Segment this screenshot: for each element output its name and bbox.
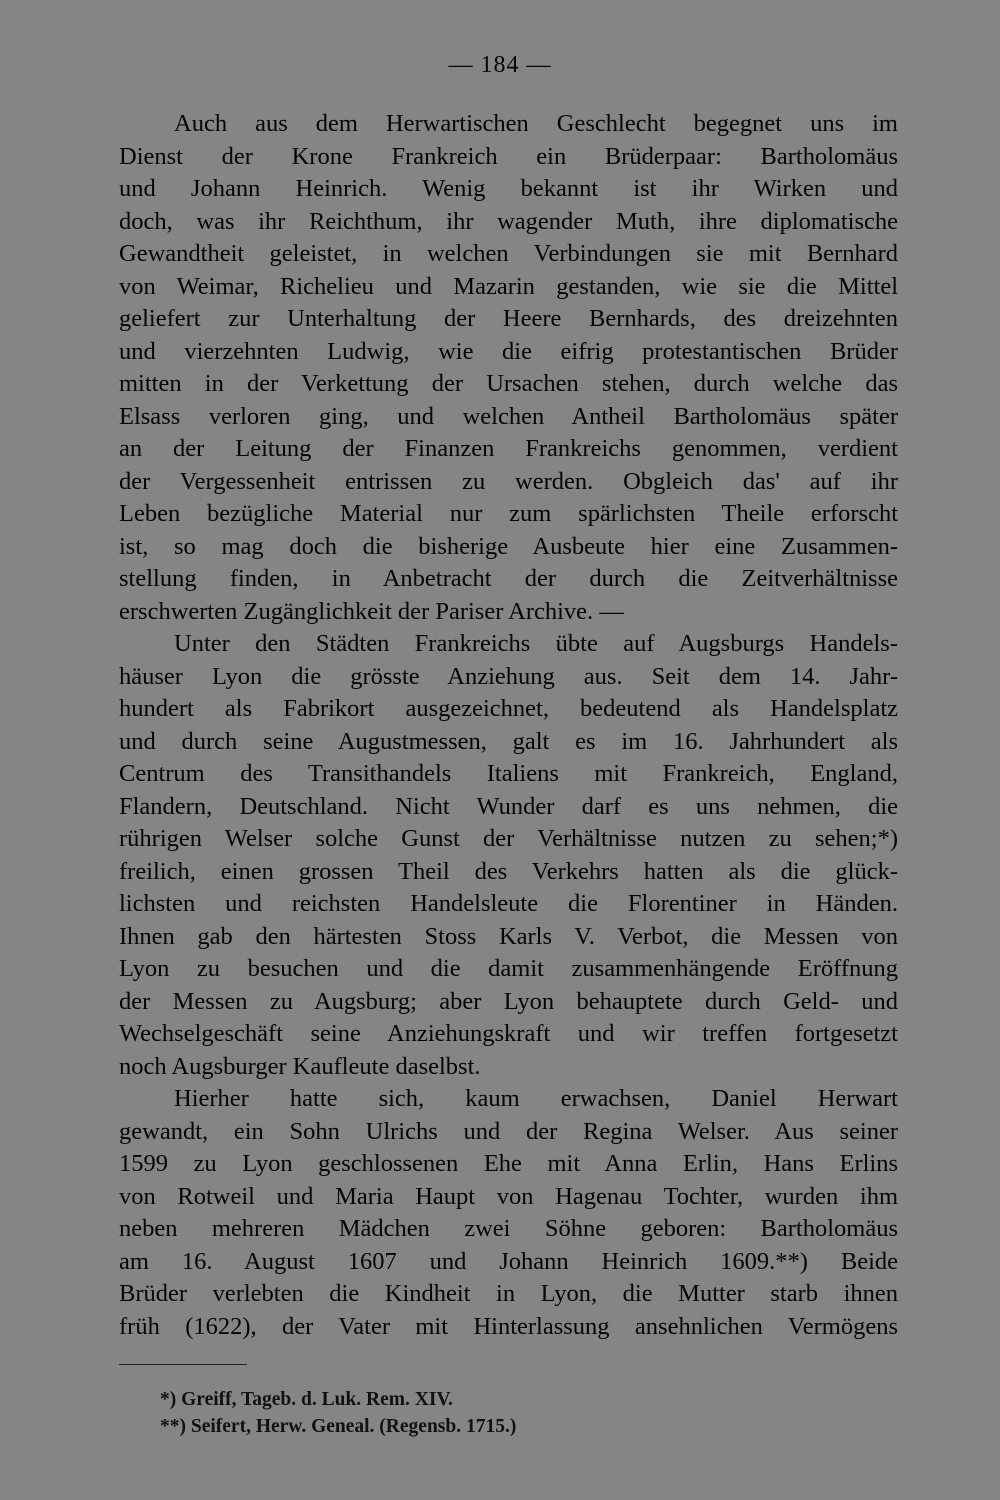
- text-line: geliefert zur Unterhaltung der Heere Bernhards, des dreizehnten: [119, 305, 898, 332]
- text-line: ist, so mag doch die bisherige Ausbeute hier eine Zusammen-: [119, 532, 898, 560]
- text-line: an der Leitung der Finanzen Frankreichs genommen, verdient: [119, 435, 898, 462]
- text-line: Auch aus dem Herwartischen Geschlecht begegnet uns im: [174, 110, 898, 137]
- text-line: und Johann Heinrich. Wenig bekannt ist ihr Wirken und: [119, 175, 898, 202]
- text-line: hundert als Fabrikort ausgezeichnet, bedeutend als Handelsplatz: [119, 695, 898, 722]
- text-line: stellung finden, in Anbetracht der durch die Zeitverhältnisse: [119, 565, 898, 592]
- text-line: und durch seine Augustmessen, galt es im 16. Jahrhundert als: [119, 727, 898, 755]
- text-line: neben mehreren Mädchen zwei Söhne geboren: Bartholomäus: [119, 1215, 898, 1242]
- text-line: von Weimar, Richelieu und Mazarin gestanden, wie sie die Mittel: [119, 272, 898, 300]
- text-line: Wechselgeschäft seine Anziehungskraft und wir treffen fortgesetzt: [119, 1020, 898, 1047]
- text-line: mitten in der Verkettung der Ursachen stehen, durch welche das: [119, 370, 898, 397]
- page-number: — 184 —: [448, 52, 552, 78]
- text-line: Brüder verlebten die Kindheit in Lyon, die Mutter starb ihnen: [119, 1280, 898, 1307]
- text-line: Elsass verloren ging, und welchen Antheil Bartholomäus später: [119, 402, 898, 430]
- text-line: der Messen zu Augsburg; aber Lyon behauptete durch Geld- und: [119, 987, 898, 1015]
- text-line: früh (1622), der Vater mit Hinterlassung ansehnlichen Vermögens: [119, 1312, 898, 1340]
- text-line: Dienst der Krone Frankreich ein Brüderpaar: Bartholomäus: [119, 142, 898, 170]
- text-line: Lyon zu besuchen und die damit zusammenhängende Eröffnung: [119, 955, 898, 982]
- text-line: gewandt, ein Sohn Ulrichs und der Regina Welser. Aus seiner: [119, 1117, 898, 1145]
- text-line: von Rotweil und Maria Haupt von Hagenau Tochter, wurden ihm: [119, 1182, 898, 1210]
- text-line: Hierher hatte sich, kaum erwachsen, Daniel Herwart: [174, 1085, 898, 1112]
- text-line: Centrum des Transithandels Italiens mit Frankreich, England,: [119, 760, 898, 787]
- text-line: Leben bezügliche Material nur zum spärlichsten Theile erforscht: [119, 500, 898, 527]
- text-line: noch Augsburger Kaufleute daselbst.: [119, 1052, 481, 1080]
- text-line: freilich, einen grossen Theil des Verkehrs hatten als die glück-: [119, 857, 898, 885]
- footnote: *) Greiff, Tageb. d. Luk. Rem. XIV.: [160, 1389, 453, 1410]
- text-line: und vierzehnten Ludwig, wie die eifrig protestantischen Brüder: [119, 337, 898, 365]
- text-line: der Vergessenheit entrissen zu werden. Obgleich das' auf ihr: [119, 467, 898, 495]
- text-line: 1599 zu Lyon geschlossenen Ehe mit Anna Erlin, Hans Erlins: [119, 1150, 898, 1177]
- text-line: Ihnen gab den härtesten Stoss Karls V. Verbot, die Messen von: [119, 922, 898, 950]
- footnote: **) Seifert, Herw. Geneal. (Regensb. 1715.): [160, 1416, 517, 1437]
- text-line: lichsten und reichsten Handelsleute die Florentiner in Händen.: [119, 890, 898, 917]
- text-line: häuser Lyon die grösste Anziehung aus. Seit dem 14. Jahr-: [119, 662, 898, 690]
- text-line: Gewandtheit geleistet, in welchen Verbindungen sie mit Bernhard: [119, 240, 898, 267]
- body-text: [119, 108, 898, 1343]
- footnote-divider: [119, 1364, 247, 1365]
- text-line: Flandern, Deutschland. Nicht Wunder darf es uns nehmen, die: [119, 792, 898, 820]
- text-line: doch, was ihr Reichthum, ihr wagender Muth, ihre diplomatische: [119, 207, 898, 235]
- text-line: rührigen Welser solche Gunst der Verhältnisse nutzen zu sehen;*): [119, 825, 898, 852]
- footnotes: [160, 1386, 516, 1440]
- text-line: erschwerten Zugänglichkeit der Pariser Archive. —: [119, 597, 624, 625]
- text-line: Unter den Städten Frankreichs übte auf Augsburgs Handels-: [174, 630, 898, 657]
- text-line: am 16. August 1607 und Johann Heinrich 1609.**) Beide: [119, 1247, 898, 1275]
